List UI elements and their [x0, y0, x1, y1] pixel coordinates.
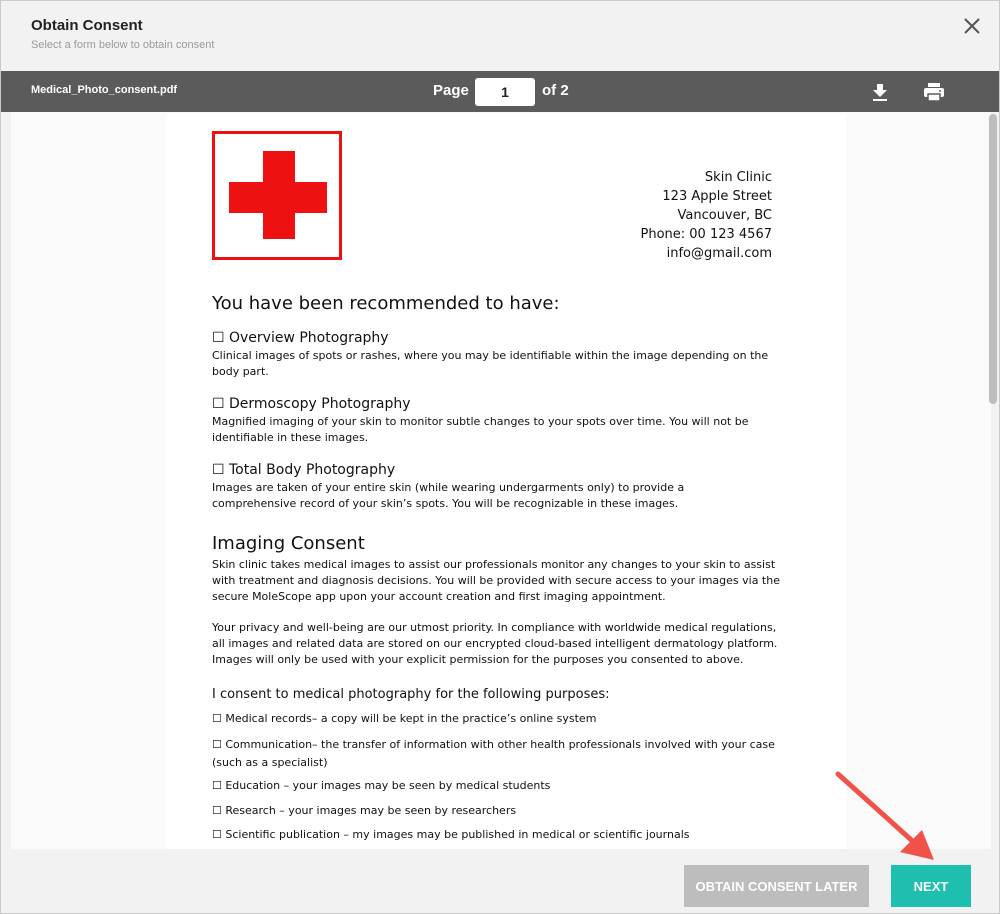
next-button[interactable]: NEXT	[891, 865, 971, 907]
clinic-name: Skin Clinic	[704, 170, 772, 185]
clinic-email: info@gmail.com	[666, 246, 772, 261]
download-button[interactable]	[869, 81, 891, 103]
pdf-toolbar	[1, 71, 999, 112]
option-overview	[212, 330, 772, 380]
page-total: of 2	[542, 82, 569, 99]
consent-item[interactable]: ☐ Medical records– a copy will be kept in the practice’s online system	[212, 712, 597, 725]
clinic-phone: Phone: 00 123 4567	[640, 227, 772, 242]
close-button[interactable]	[959, 13, 985, 39]
consent-purposes-title: I consent to medical photography for the following purposes:	[212, 687, 610, 702]
red-cross-icon	[212, 131, 342, 260]
print-icon	[922, 81, 946, 103]
page-number-input[interactable]	[475, 78, 535, 106]
recommendation-heading: You have been recommended to have:	[212, 293, 560, 314]
print-button[interactable]	[922, 81, 946, 103]
consent-item[interactable]: ☐ Research – your images may be seen by researchers	[212, 804, 517, 817]
cross-horizontal-bar	[229, 182, 327, 213]
consent-item[interactable]: ☐ Scientific publication – my images may be published in medical or scientific journals	[212, 828, 690, 841]
imaging-consent-title: Imaging Consent	[212, 533, 365, 554]
viewer-scrollbar[interactable]	[989, 114, 997, 404]
page-label: Page	[433, 82, 469, 99]
pdf-viewer[interactable]	[1, 112, 999, 849]
option-title[interactable]: ☐ Dermoscopy Photography	[212, 396, 411, 412]
option-title[interactable]: ☐ Overview Photography	[212, 330, 389, 346]
consent-item[interactable]: ☐ Education – your images may be seen by medical students	[212, 779, 551, 792]
dialog-header	[1, 1, 999, 71]
option-title[interactable]: ☐ Total Body Photography	[212, 462, 396, 478]
consent-item[interactable]: ☐ Communication– the transfer of information with other health professionals involved with your case (such as a specialist)	[212, 738, 775, 769]
dialog-footer	[1, 849, 999, 913]
option-description: Clinical images of spots or rashes, where you may be identifiable within the image depending on the body part.	[212, 349, 769, 378]
dialog-subtitle: Select a form below to obtain consent	[31, 39, 215, 51]
option-description: Images are taken of your entire skin (while wearing undergarments only) to provide a comprehensive record of your skin’s spots. You will be recognizable in these images.	[212, 481, 685, 510]
dialog-title: Obtain Consent	[31, 17, 143, 34]
privacy-paragraph: Your privacy and well-being are our utmost priority. In compliance with worldwide medical regulations, all images and related data are stored on our encrypted cloud-based intelligent dermatology platform. Images will only be used with your explicit permission for the purposes you consented to above.	[212, 621, 778, 666]
pdf-filename: Medical_Photo_consent.pdf	[31, 84, 178, 96]
option-total-body	[212, 462, 772, 512]
clinic-address	[641, 168, 773, 263]
pdf-page	[166, 114, 846, 849]
download-icon	[869, 81, 891, 103]
option-dermoscopy	[212, 396, 772, 446]
consent-paragraph: Skin clinic takes medical images to assist our professionals monitor any changes to your skin to assist with treatment and diagnosis decisions. You will be provided with secure access to your images via the secure MoleScope app upon your account creation and first imaging appointment.	[212, 558, 780, 603]
clinic-street: 123 Apple Street	[662, 189, 772, 204]
close-icon	[959, 13, 985, 39]
clinic-city: Vancouver, BC	[677, 208, 772, 223]
obtain-consent-later-button[interactable]: OBTAIN CONSENT LATER	[684, 865, 869, 907]
option-description: Magnified imaging of your skin to monitor subtle changes to your spots over time. You will not be identifiable in these images.	[212, 415, 749, 444]
